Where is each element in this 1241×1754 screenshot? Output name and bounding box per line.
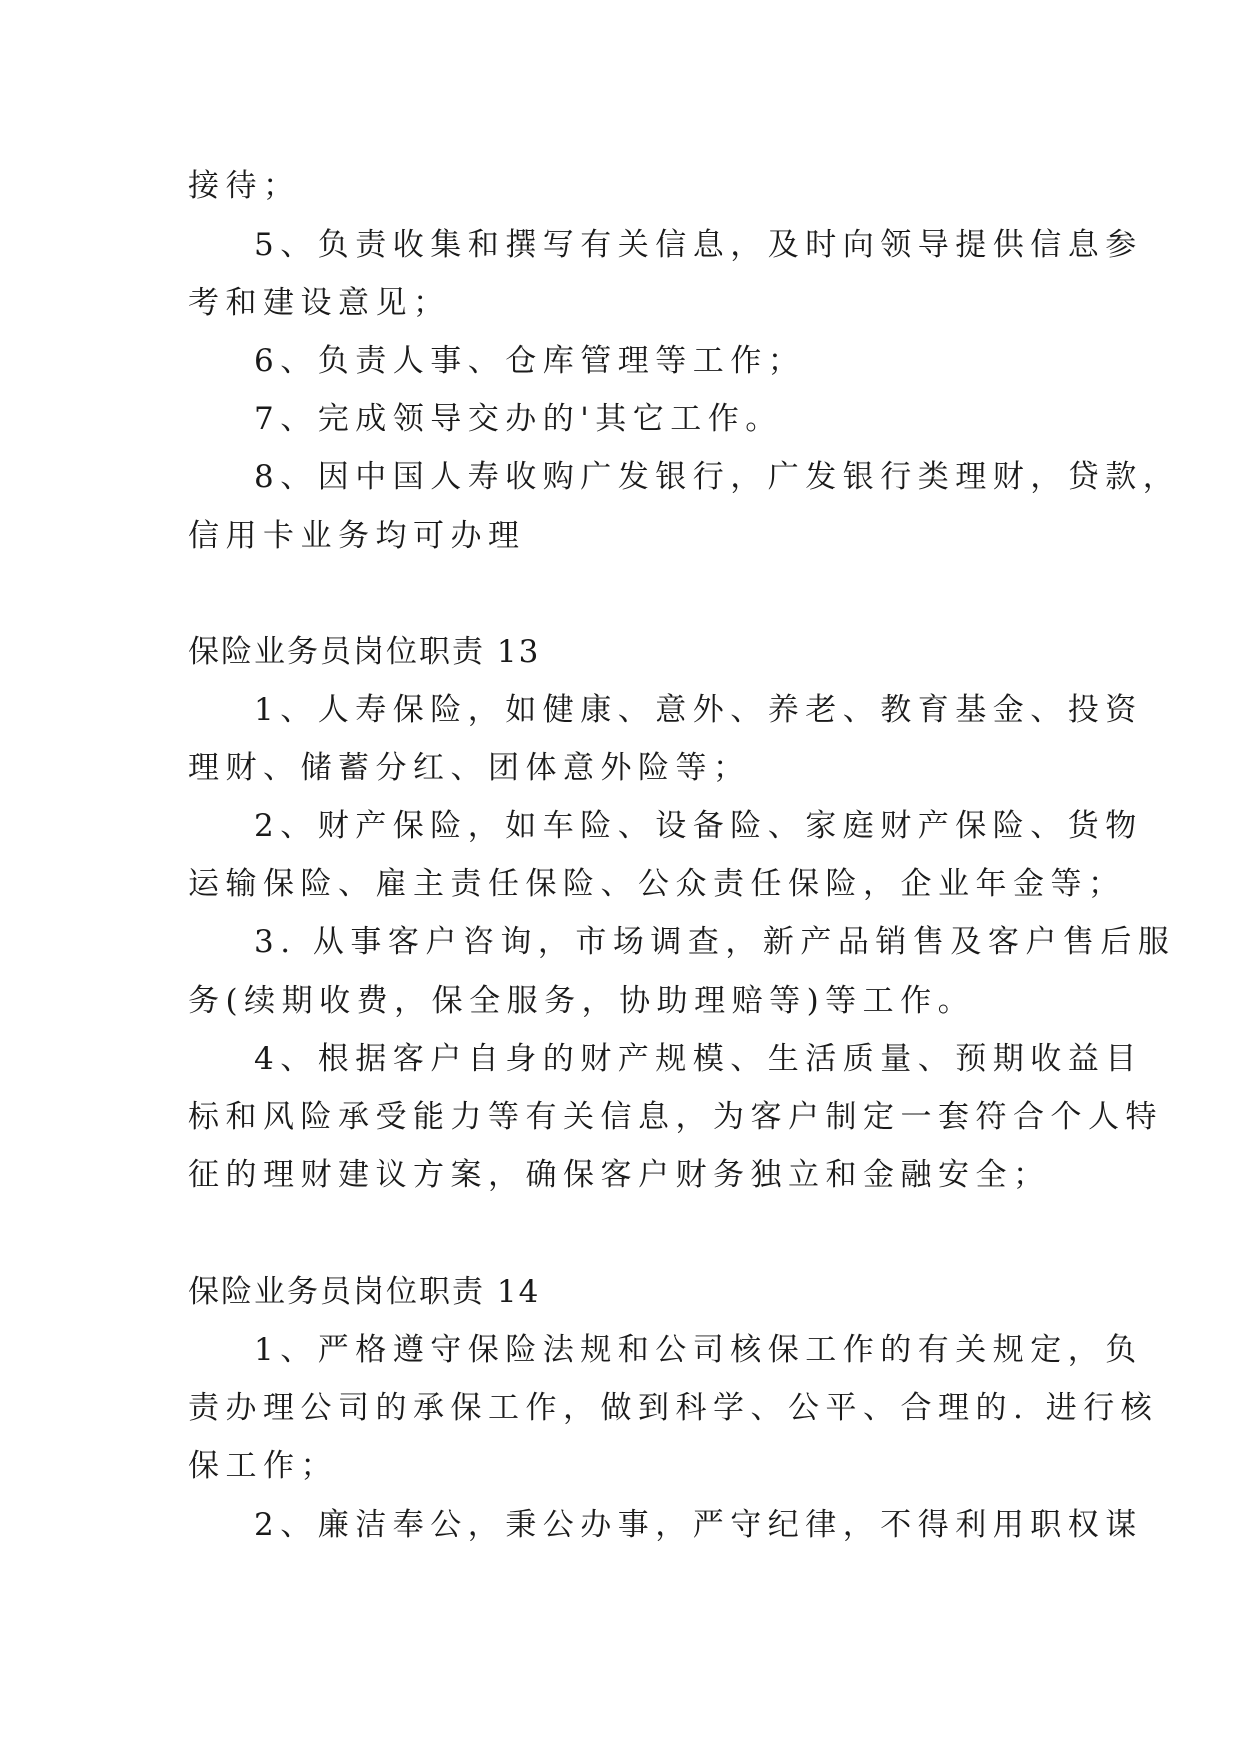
text-line: 标和风险承受能力等有关信息，为客户制定一套符合个人特 xyxy=(188,1099,1163,1135)
text-line: 理财、储蓄分红、团体意外险等； xyxy=(188,750,751,786)
text-line: 6、负责人事、仓库管理等工作； xyxy=(254,343,806,379)
text-line: 接待； xyxy=(188,168,301,204)
text-line: 保工作； xyxy=(188,1448,338,1484)
text-line: 务(续期收费，保全服务，协助理赔等)等工作。 xyxy=(188,983,976,1019)
text-line: 7、完成领导交办的'其它工作。 xyxy=(254,401,783,437)
text-line: 2、财产保险，如车险、设备险、家庭财产保险、货物 xyxy=(254,808,1143,844)
text-line: 5、负责收集和撰写有关信息，及时向领导提供信息参 xyxy=(254,227,1143,263)
section-heading: 保险业务员岗位职责 13 xyxy=(188,634,541,670)
section-heading: 保险业务员岗位职责 14 xyxy=(188,1274,541,1310)
text-line: 1、人寿保险，如健康、意外、养老、教育基金、投资 xyxy=(254,692,1143,728)
text-line: 4、根据客户自身的财产规模、生活质量、预期收益目 xyxy=(254,1041,1143,1077)
text-line: 信用卡业务均可办理 xyxy=(188,518,526,554)
text-line: 考和建设意见； xyxy=(188,285,451,321)
text-line: 征的理财建议方案，确保客户财务独立和金融安全； xyxy=(188,1157,1051,1193)
text-line: 责办理公司的承保工作，做到科学、公平、合理的. 进行核 xyxy=(188,1390,1159,1426)
text-line: 1、严格遵守保险法规和公司核保工作的有关规定，负 xyxy=(254,1332,1143,1368)
text-line: 8、因中国人寿收购广发银行，广发银行类理财，贷款， xyxy=(254,459,1181,495)
text-line: 运输保险、雇主责任保险、公众责任保险，企业年金等； xyxy=(188,866,1126,902)
text-line: 2、廉洁奉公，秉公办事，严守纪律，不得利用职权谋 xyxy=(254,1507,1143,1543)
text-line: 3. 从事客户咨询，市场调查，新产品销售及客户售后服 xyxy=(254,924,1176,960)
